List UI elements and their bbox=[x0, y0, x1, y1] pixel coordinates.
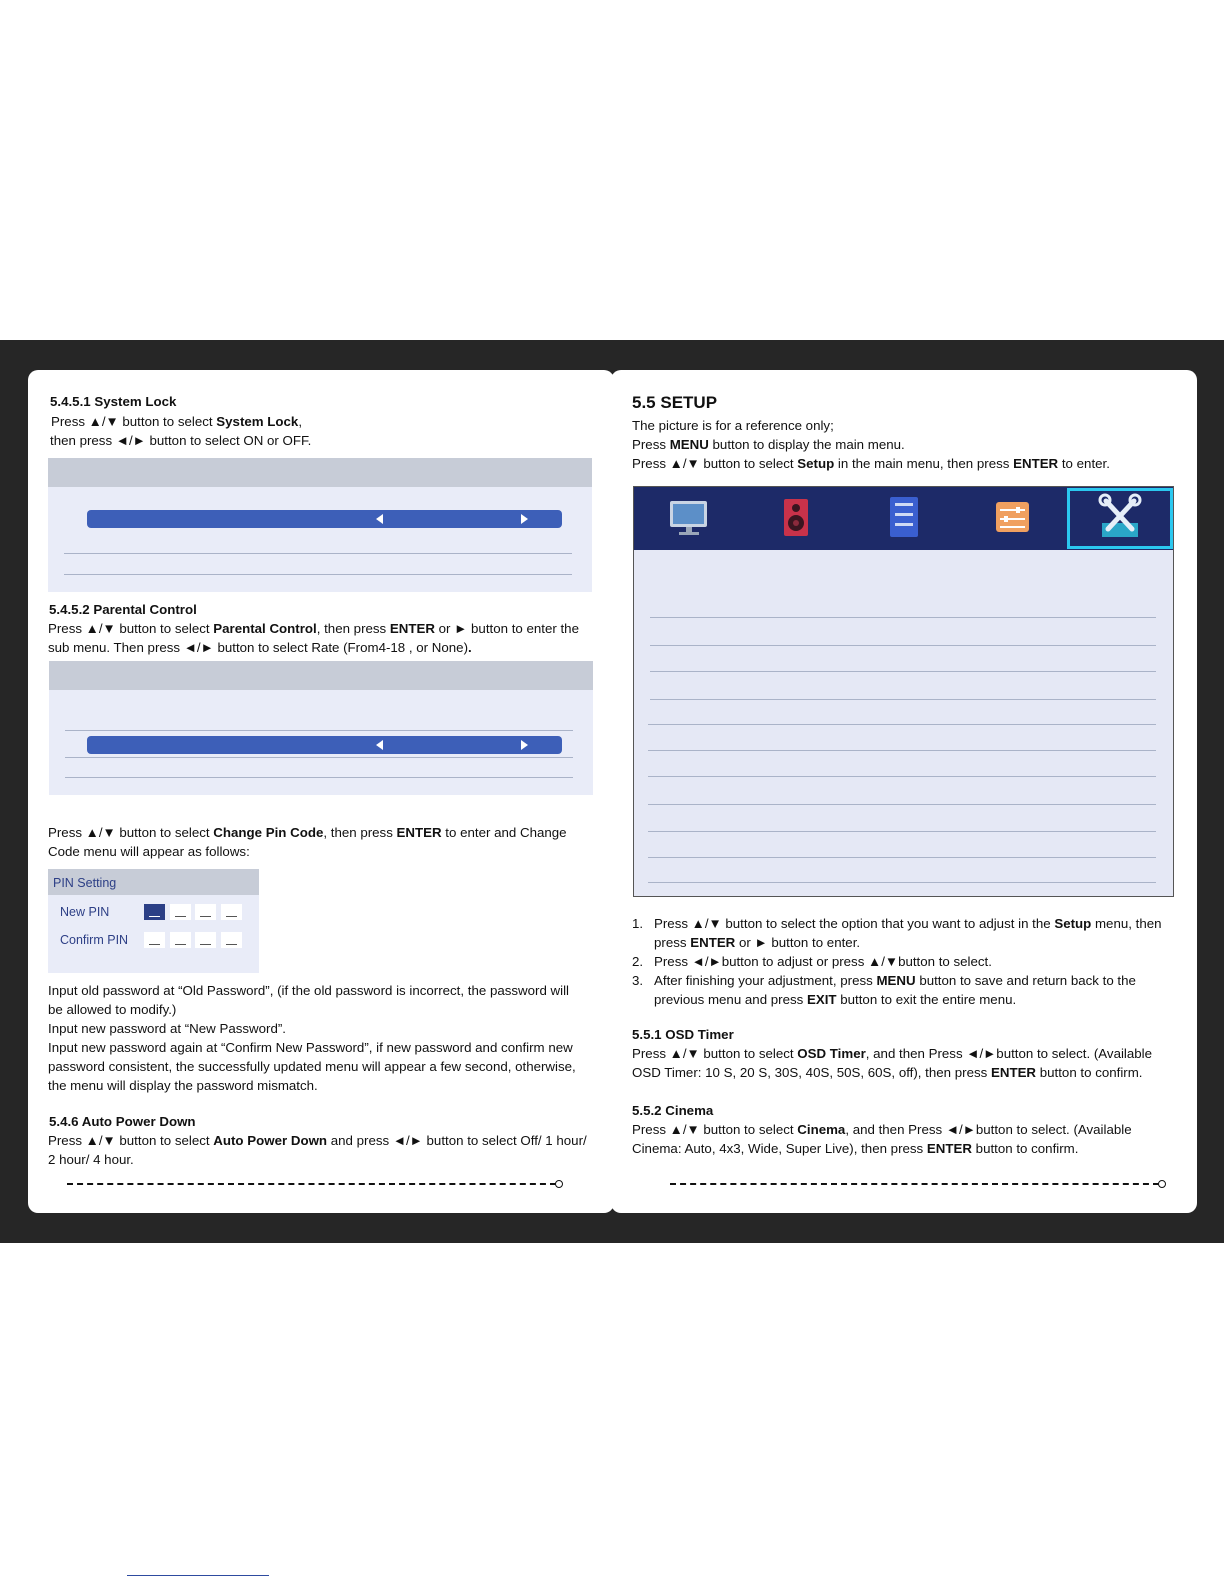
new-pin-digit[interactable] bbox=[144, 904, 165, 920]
menu-divider bbox=[64, 553, 572, 554]
system-lock-line2: then press ◄/► button to select ON or OFF. bbox=[50, 433, 312, 448]
bottom-link-underline bbox=[127, 1575, 269, 1576]
menu-header bbox=[48, 458, 592, 487]
auto-power-down-line1: Press ▲/▼ button to select Auto Power Down and press ◄/► button to select Off/ 1 hour/ bbox=[48, 1133, 587, 1148]
heading-parental-control: 5.4.5.2 Parental Control bbox=[49, 602, 197, 617]
right-arrow-icon bbox=[521, 740, 528, 750]
step-2: Press ◄/►button to adjust or press ▲/▼button to select. bbox=[654, 954, 992, 969]
auto-power-down-line2: 2 hour/ 4 hour. bbox=[48, 1152, 134, 1167]
password-text-line: Input old password at “Old Password”, (if the old password is incorrect, the password will bbox=[48, 983, 570, 998]
step-3-line2: previous menu and press EXIT button to exit the entire menu. bbox=[654, 992, 1017, 1007]
menu-divider bbox=[650, 699, 1156, 700]
system-lock-line1: Press ▲/▼ button to select System Lock, bbox=[51, 414, 303, 429]
footer-divider bbox=[670, 1183, 1159, 1185]
menu-divider bbox=[648, 882, 1156, 883]
setup-menu bbox=[633, 486, 1174, 897]
step-1-line2: press ENTER or ► button to enter. bbox=[654, 935, 861, 950]
step-1-line1: Press ▲/▼ button to select the option that you want to adjust in the Setup menu, then bbox=[654, 916, 1162, 931]
confirm-pin-digit[interactable] bbox=[221, 932, 242, 948]
tab-setup[interactable] bbox=[1066, 487, 1174, 550]
menu-divider bbox=[648, 776, 1156, 777]
sliders-icon bbox=[958, 487, 1066, 550]
menu-divider bbox=[650, 617, 1156, 618]
menu-divider bbox=[65, 757, 573, 758]
monitor-icon bbox=[634, 487, 742, 550]
cinema-line1: Press ▲/▼ button to select Cinema, and then Press ◄/►button to select. (Available bbox=[632, 1122, 1132, 1137]
heading-system-lock: 5.4.5.1 System Lock bbox=[50, 394, 177, 409]
password-text-line: password consistent, the successfully updated menu will appear a few second, otherwise, bbox=[48, 1059, 576, 1074]
menu-selection-bar[interactable] bbox=[87, 736, 562, 754]
footer-divider-end bbox=[555, 1180, 563, 1188]
footer-divider-end bbox=[1158, 1180, 1166, 1188]
setup-intro-line1: The picture is for a reference only; bbox=[632, 418, 834, 433]
tab-sound[interactable] bbox=[742, 487, 850, 550]
cinema-line2: Cinema: Auto, 4x3, Wide, Super Live), then press ENTER button to confirm. bbox=[632, 1141, 1079, 1156]
heading-auto-power-down: 5.4.6 Auto Power Down bbox=[49, 1114, 196, 1129]
pin-setting-dialog bbox=[48, 869, 259, 973]
system-lock-menu bbox=[48, 458, 592, 592]
parental-line2: sub menu. Then press ◄/► button to select Rate (From4-18 , or None). bbox=[48, 640, 472, 655]
menu-divider bbox=[65, 730, 573, 731]
password-text-line: the menu will display the password mismatch. bbox=[48, 1078, 318, 1093]
menu-divider bbox=[648, 831, 1156, 832]
password-text-line: be allowed to modify.) bbox=[48, 1002, 177, 1017]
tab-channel[interactable] bbox=[850, 487, 958, 550]
osd-timer-line2: OSD Timer: 10 S, 20 S, 30S, 40S, 50S, 60S, off), then press ENTER button to confirm. bbox=[632, 1065, 1143, 1080]
new-pin-digit[interactable] bbox=[170, 904, 191, 920]
setup-intro-line3: Press ▲/▼ button to select Setup in the main menu, then press ENTER to enter. bbox=[632, 456, 1110, 471]
pin-setting-title: PIN Setting bbox=[53, 876, 117, 890]
menu-divider bbox=[648, 750, 1156, 751]
menu-divider bbox=[648, 804, 1156, 805]
channel-list-icon bbox=[850, 487, 958, 550]
password-text-line: Input new password again at “Confirm New Password”, if new password and confirm new bbox=[48, 1040, 573, 1055]
step-3-line1: After finishing your adjustment, press MENU button to save and return back to the bbox=[654, 973, 1136, 988]
new-pin-digit[interactable] bbox=[195, 904, 216, 920]
parental-line1: Press ▲/▼ button to select Parental Control, then press ENTER or ► button to enter the bbox=[48, 621, 579, 636]
left-arrow-icon bbox=[376, 514, 383, 524]
left-arrow-icon bbox=[376, 740, 383, 750]
tab-function[interactable] bbox=[958, 487, 1066, 550]
footer-divider bbox=[67, 1183, 556, 1185]
tools-icon bbox=[1066, 487, 1174, 550]
menu-divider bbox=[648, 724, 1156, 725]
speaker-icon bbox=[742, 487, 850, 550]
pin-intro-line2: Code menu will appear as follows: bbox=[48, 844, 250, 859]
setup-intro-line2: Press MENU button to display the main menu. bbox=[632, 437, 905, 452]
menu-divider bbox=[650, 645, 1156, 646]
password-text-line: Input new password at “New Password”. bbox=[48, 1021, 286, 1036]
confirm-pin-digit[interactable] bbox=[144, 932, 165, 948]
menu-selection-bar[interactable] bbox=[87, 510, 562, 528]
confirm-pin-digit[interactable] bbox=[195, 932, 216, 948]
confirm-pin-label: Confirm PIN bbox=[60, 933, 129, 947]
new-pin-label: New PIN bbox=[60, 905, 110, 919]
tab-picture[interactable] bbox=[634, 487, 742, 550]
osd-timer-line1: Press ▲/▼ button to select OSD Timer, and then Press ◄/►button to select. (Available bbox=[632, 1046, 1153, 1061]
right-arrow-icon bbox=[521, 514, 528, 524]
parental-control-menu bbox=[49, 661, 593, 795]
menu-divider bbox=[650, 671, 1156, 672]
menu-divider bbox=[648, 857, 1156, 858]
confirm-pin-digit[interactable] bbox=[170, 932, 191, 948]
menu-divider bbox=[64, 574, 572, 575]
heading-osd-timer: 5.5.1 OSD Timer bbox=[632, 1027, 734, 1042]
pin-intro-line1: Press ▲/▼ button to select Change Pin Code, then press ENTER to enter and Change bbox=[48, 825, 567, 840]
step-number: 3. bbox=[632, 973, 644, 988]
step-number: 2. bbox=[632, 954, 644, 969]
heading-setup: 5.5 SETUP bbox=[632, 393, 718, 412]
menu-divider bbox=[65, 777, 573, 778]
new-pin-digit[interactable] bbox=[221, 904, 242, 920]
setup-menu-tab-bar bbox=[634, 487, 1173, 550]
step-number: 1. bbox=[632, 916, 644, 931]
heading-cinema: 5.5.2 Cinema bbox=[632, 1103, 714, 1118]
menu-header bbox=[49, 661, 593, 690]
